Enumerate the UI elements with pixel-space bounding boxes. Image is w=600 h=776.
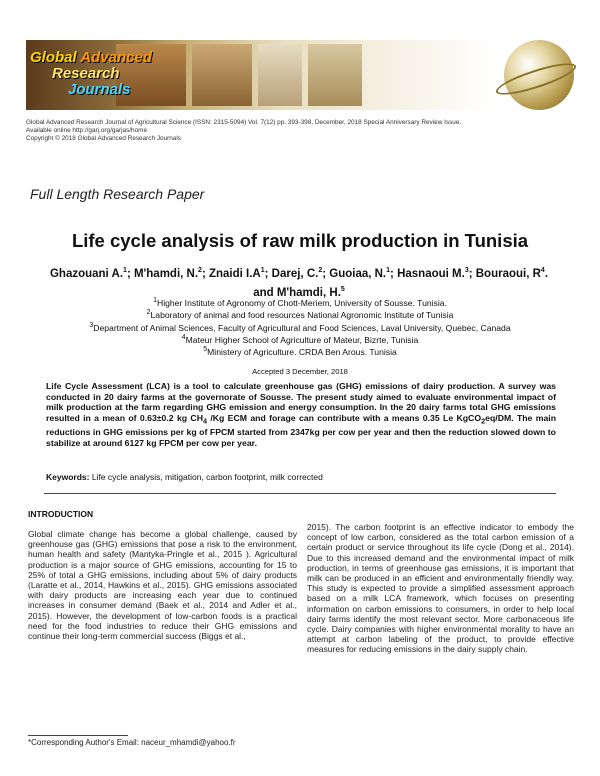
corresponding-author-footnote: *Corresponding Author's Email: naceur_mhamdi@yahoo.fr [28, 738, 236, 747]
affiliation-line: $^5$Ministery of Agriculture. CRDA Ben Arous. Tunisia [203, 346, 397, 357]
author-list: Ghazouani A.$^1$; M'hamdi, N.$^2$; Znaidi $I.A^1$; Darej, C.$^2$; Guoiaa, N.$^1$; Hasnaoui M.$^3$; Bouraoui, $R^4$. and M'hamdi, H.$^5$ [49, 267, 549, 299]
banner-photo-figure [258, 44, 302, 106]
section-divider [44, 493, 556, 494]
journal-header [26, 119, 576, 142]
affiliation-line: $^3$Department of Animal Sciences, Faculty of Agricultural and Food Sciences, Laval University, Quebec, Canada [89, 321, 511, 333]
accepted-date: Accepted 3 December, 2018 [252, 367, 348, 376]
journal-banner [26, 40, 574, 116]
introduction-right-column: 2015). The carbon footprint is an effective indicator to embody the concept of low carbon, considered as the total carbon emission of a certain product or service throughout its life cycle (Dong et al., 2014). Due to this increased demand and the environmental impact of milk production, in terms of greenhouse gas emissions, it is important that milk can be produced in an efficient and environmentally friendly way. This study is expected to provide a simplified assessment approach based on a milk LCA framework, which focuses on presenting information on carbon emissions to consumers, in order to help local dairy farms identify the most relevant sector. More carbonaceous life cycle. Dairy companies with higher environmental morality to have an attempt at carbon labeling of the product, to provide effective measures for reducing emissions in the dairy supply chain. [307, 522, 574, 655]
banner-photo-stack [308, 44, 362, 106]
affiliation-line: $^4$Mateur Higher School of Agriculture of Mateur, Bizrte, Tunisia [181, 333, 419, 345]
affiliation-line: $^2$Laboratory of animal and food resources National Agronomic Institute of Tunisia [146, 309, 454, 321]
footnote-divider [28, 735, 128, 736]
journal-copyright-line: Copyright © 2018 Global Advanced Research Journals [26, 134, 181, 142]
introduction-left-column: Global climate change has become a global challenge, caused by greenhouse gas (GHG) emissions that pose a risk to the environment, human health and safety (Mantyka-Pringle et al., 2015 ). Agricultural production is a major source of GHG emissions, accounting for 15 to 25% of total a GHG emissions, including about 5% of dairy products (Laratte et al., 2014, Hawkins et al., 2015). GHG emissions associated with dairy products are increasing each year due to continued increases in consumer demand (Baek et al., 2014 and Adler et al., 2015). However, the development of low-carbon foods is a practical need for the food industries to reduce their GHG emissions and continue their long-term commercial success (Biggs et al., [28, 529, 297, 642]
keywords: Keywords: Life cycle analysis, mitigation, carbon footprint, milk corrected [46, 472, 323, 482]
paper-title: Life cycle analysis of raw milk production in Tunisia [71, 230, 529, 251]
journal-citation-line: Global Advanced Research Journal of Agricultural Science (ISSN: 2315-5094) Vol. 7(12) pp. 393-398, December, 2018 Special Anniversary Review Issue. [26, 119, 462, 126]
paper-type: Full Length Research Paper [30, 186, 205, 202]
abstract: Life Cycle Assessment (LCA) is a tool to calculate greenhouse gas (GHG) emissions of dairy production. A survey was conducted in 20 dairy farms at the governorate of Sousse. The present study aimed to evaluate environmental impact of milk production at the farm regarding GHG emission and energy consumption. In the 20 dairy farms total GHG emissions resulted in a mean of 0.63±0.2 kg $CH_4$ /Kg ECM and forage can contribute with a means 0.35 Le KgCO$_2$eq/DM. The main reductions in GHG emissions per kg of FPCM started from 2347kg per cow per year and then the reduction slowed down to stabilize at around 6127 kg FPCM per cow per year. [46, 381, 556, 448]
journal-availability-line: Available online http://garj.org/garjas/home [26, 126, 148, 134]
journal-logo-text: Global Advanced Research Journals [30, 49, 152, 98]
banner-photo-books [192, 44, 252, 106]
introduction-heading: INTRODUCTION [28, 509, 94, 519]
affiliations [0, 296, 600, 357]
affiliation-line: $^1$Higher Institute of Agronomy of Chott-Meriem, University of Sousse. Tunisia. [153, 297, 447, 308]
banner-image-strip [26, 40, 496, 110]
